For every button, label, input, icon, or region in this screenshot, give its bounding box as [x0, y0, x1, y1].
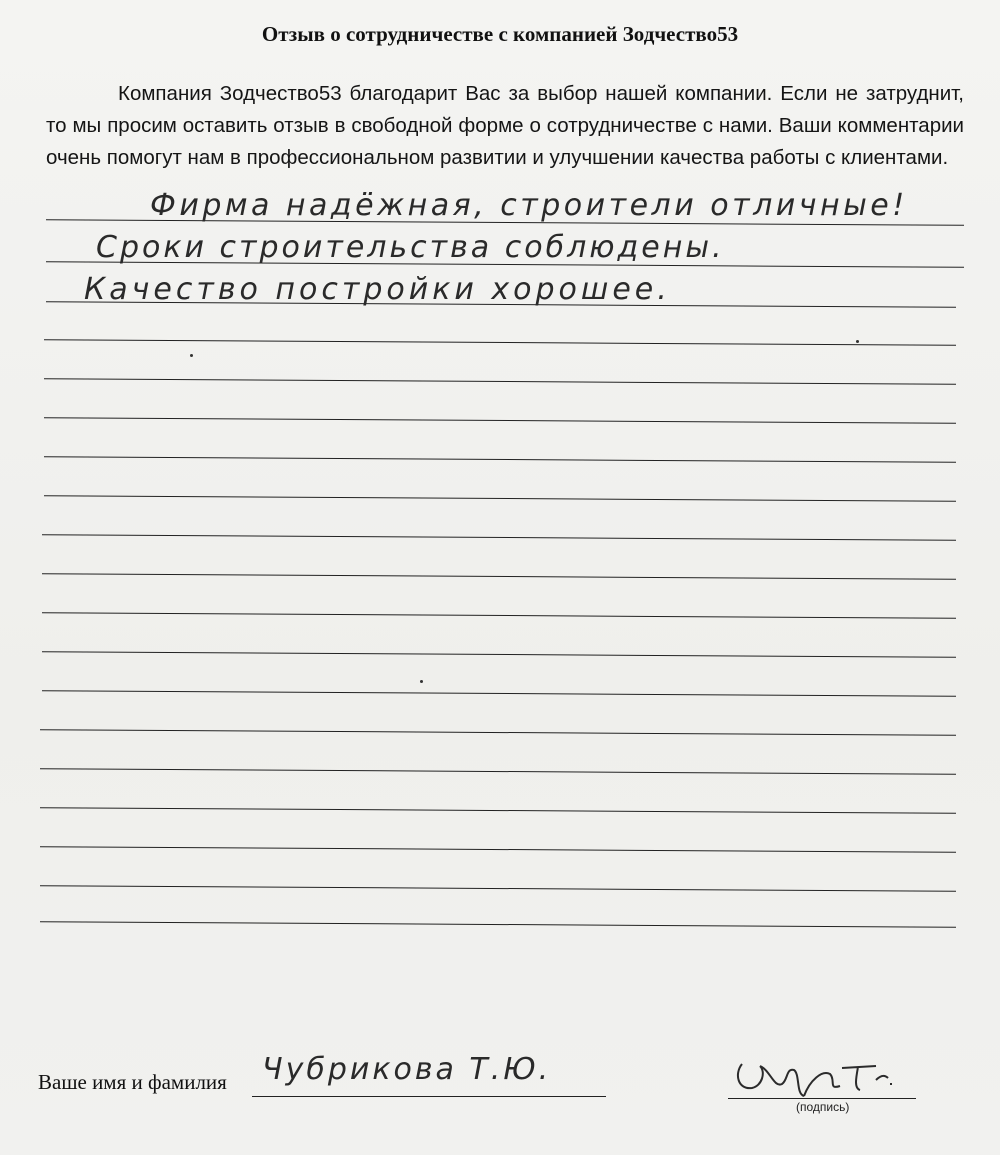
- ruled-line: [44, 495, 956, 502]
- name-label: Ваше имя и фамилия: [38, 1070, 227, 1094]
- page-title: Отзыв о сотрудничестве с компанией Зодчество53: [261, 22, 739, 46]
- name-underline: [252, 1096, 606, 1097]
- ruled-line: [44, 339, 956, 346]
- speck: [190, 354, 193, 357]
- ruled-line: [40, 768, 956, 775]
- ruled-line: [44, 378, 956, 385]
- ruled-line: [40, 729, 956, 736]
- ruled-line: [42, 690, 956, 697]
- signature-mark: [730, 1050, 900, 1105]
- handwritten-line-1: Фирма надёжная, строители отличные!: [150, 188, 908, 223]
- handwritten-line-2: Сроки строительства соблюдены.: [96, 230, 725, 265]
- ruled-line: [44, 456, 956, 463]
- speck: [420, 680, 423, 683]
- ruled-line: [42, 534, 956, 541]
- name-value: Чубрикова Т.Ю.: [262, 1052, 552, 1087]
- ruled-line: [40, 885, 956, 892]
- ruled-line: [40, 921, 956, 928]
- handwritten-line-3: Качество постройки хорошее.: [84, 272, 671, 307]
- speck: [856, 340, 859, 343]
- ruled-line: [42, 612, 956, 619]
- ruled-line: [40, 807, 956, 814]
- signature-caption: (подпись): [796, 1100, 850, 1114]
- signature-underline: [728, 1098, 916, 1099]
- ruled-line: [42, 573, 956, 580]
- intro-paragraph: Компания Зодчество53 благодарит Вас за выбор нашей компании. Если не затруднит, то мы просим оставить отзыв в свободной форме о сотрудничестве с нами. Ваши комментарии очень помогут нам в профессиональном развитии и улучшении качества работы с клиентами.: [46, 82, 964, 169]
- ruled-line: [42, 651, 956, 658]
- ruled-line: [44, 417, 956, 424]
- ruled-line: [40, 846, 956, 853]
